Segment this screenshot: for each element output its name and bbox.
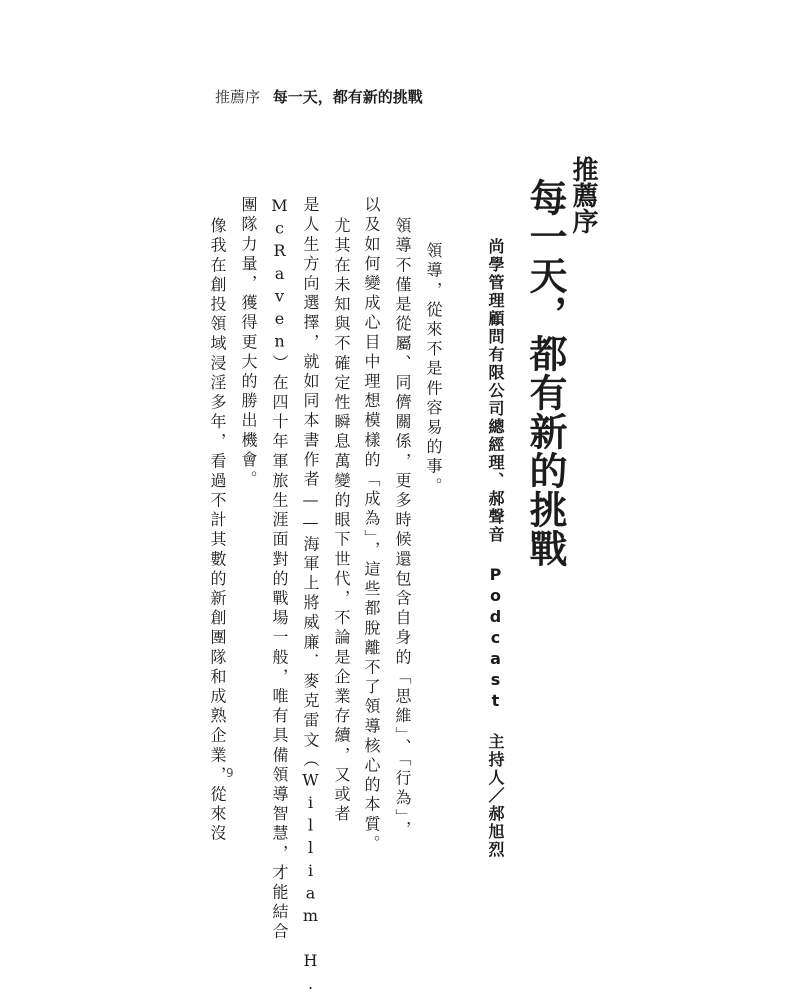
running-head-title: 每一天，都有新的挑戰	[272, 88, 423, 106]
author-byline: 尚學管理顧問有限公司總經理、郝聲音 Podcast 主持人／郝旭烈	[486, 238, 505, 859]
body-line-6: McRaven）在四十年軍旅生涯面對的戰場一般，唯有具備領導智慧，才能結合	[270, 196, 289, 943]
body-line-5: 是人生方向選擇，就如同本書作者——海軍上將威廉．麥克雷文（William H.	[301, 196, 320, 996]
chapter-label: 推薦序	[568, 156, 598, 234]
running-head-section: 推薦序	[215, 88, 261, 106]
body-line-8: 像我在創投領域浸淫多年，看過不計其數的新創團隊和成熟企業，從來沒	[208, 217, 227, 845]
body-line-4: 尤其在未知與不確定性瞬息萬變的眼下世代，不論是企業存續，又或者	[332, 217, 351, 825]
page-number: 9	[226, 766, 234, 780]
running-head	[215, 88, 423, 106]
body-line-1: 領導，從來不是件容易的事。	[424, 242, 443, 497]
body-line-3: 以及如何變成心目中理想模樣的「成為」，這些都脫離不了領導核心的本質。	[362, 196, 381, 855]
chapter-title: 每一天，都有新的挑戰	[523, 178, 568, 568]
body-line-7: 團隊力量，獲得更大的勝出機會。	[239, 196, 258, 490]
body-line-2: 領導不僅是從屬、同儕關係，更多時候還包含自身的「思維」、「行為」，	[393, 217, 412, 840]
